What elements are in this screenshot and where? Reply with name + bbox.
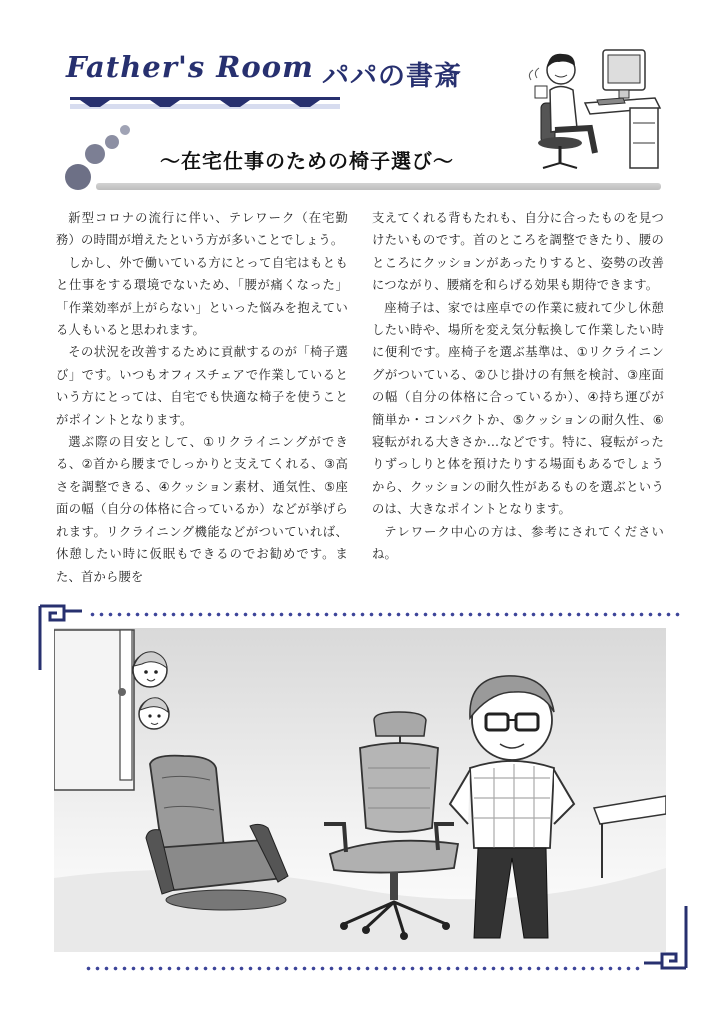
- article-paragraph: その状況を改善するために貢献するのが「椅子選び」です。いつもオフィスチェアで作業しているという方にとっては、自宅でも快適な椅子を使うことがポイントとなります。: [56, 345, 348, 427]
- article-column-right: [372, 207, 664, 566]
- title-english: Father's Room: [66, 50, 314, 84]
- chair-scene-illustration: [54, 628, 666, 952]
- article-paragraph: 新型コロナの流行に伴い、テレワーク（在宅勤務）の時間が増えたという方が多いことでしょう。: [56, 211, 348, 248]
- article-column-left: [56, 207, 348, 588]
- child-face-top: [133, 652, 167, 687]
- man-at-computer-illustration: [515, 28, 665, 178]
- article-subtitle: 〜在宅仕事のための椅子選び〜: [160, 149, 454, 173]
- article-paragraph: しかし、外で働いている方にとって自宅はもともと仕事をする環境でないため、「腰が痛くなった」「作業効率が上がらない」といった悩みを抱えている人もいると思われます。: [56, 255, 348, 338]
- dotted-border-bottom: [84, 966, 644, 971]
- article-paragraph: 選ぶ際の目安として、①リクライニングができる、②首から腰までしっかりと支えてくれる、③高さを調整できる、④クッション素材、通気性、⑤座面の幅（自分の体格に合っているか）などが挙げられます。リクライニング機能などがついていれば、休憩したい時に仮眠もできるのでお勧めです。また、首から腰を: [56, 435, 348, 584]
- child-face-bottom: [139, 698, 169, 729]
- article-paragraph: 支えてくれる背もたれも、自分に合ったものを見つけたいものです。首のところを調整できたり、腰のところにクッションがあったりすると、姿勢の改善につながり、腰痛を和らげる効果も期待できます。: [372, 211, 664, 293]
- dotted-border-top: [88, 612, 684, 617]
- subtitle-divider: [96, 183, 661, 190]
- article-paragraph: 座椅子は、家では座卓での作業に疲れて少し休憩したい時や、場所を変え気分転換して作業したい時に便利です。座椅子を選ぶ基準は、①リクライニングがついている、②ひじ掛けの有無を検討、③座面の幅（自分の体格に合っているか）、④持ち運びが簡単か・コンパクトか、⑤クッションの耐久性、⑥寝転がれる大きさか…などです。特に、寝転がったりずっしりと体を預けたりする場面もあるでしょうから、クッションの耐久性があるものを選ぶというのは、大きなポイントとなります。: [372, 300, 664, 517]
- article-paragraph: テレワーク中心の方は、参考にされてくださいね。: [372, 524, 664, 562]
- title-japanese: パパの書斎: [322, 61, 462, 92]
- title-decoration-bar: [70, 94, 340, 114]
- decorative-circles: [60, 122, 150, 192]
